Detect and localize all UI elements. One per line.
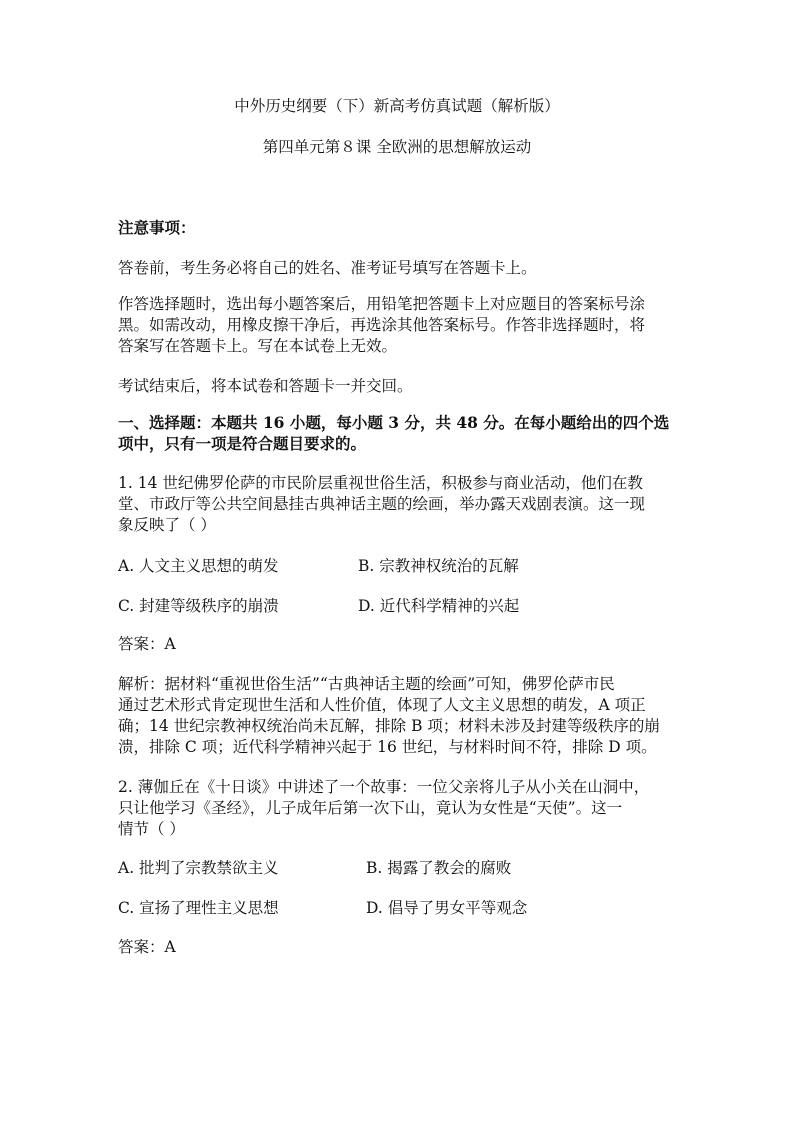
question-2-stem-line-3: 情节（ ） (118, 820, 185, 838)
question-1-stem-line-3: 象反映了（ ） (118, 516, 216, 534)
notice-item-3: 考试结束后，将本试卷和答题卡一并交回。 (118, 377, 413, 395)
question-1-analysis-line-4: 溃，排除 C 项；近代科学精神兴起于 16 世纪，与材料时间不符，排除 D 项。 (118, 738, 657, 756)
notice-item-2-line-1: 作答选择题时，选出每小题答案后，用铅笔把答题卡上对应题目的答案标号涂 (118, 295, 646, 313)
question-1-stem-line-1: 1. 14 世纪佛罗伦萨的市民阶层重视世俗生活，积极参与商业活动，他们在教 (118, 474, 643, 492)
question-1-answer: 答案：A (118, 635, 176, 653)
question-2-option-a: A. 批判了宗教禁欲主义 (118, 859, 279, 877)
document-title: 中外历史纲要（下）新高考仿真试题（解析版） (234, 97, 560, 115)
question-1-option-b: B. 宗教神权统治的瓦解 (358, 557, 519, 575)
question-2-option-d: D. 倡导了男女平等观念 (366, 899, 528, 917)
question-1-analysis-line-1: 解析：据材料“重视世俗生活”“古典神话主题的绘画”可知，佛罗伦萨市民 (118, 675, 615, 693)
question-1-analysis-line-2: 通过艺术形式肯定现世生活和人性价值，体现了人文主义思想的萌发，A 项正 (118, 696, 646, 714)
question-2-answer: 答案：A (118, 938, 176, 956)
section-heading-line-2: 项中，只有一项是符合题目要求的。 (118, 434, 367, 453)
question-1-stem-line-2: 堂、市政厅等公共空间悬挂古典神话主题的绘画，举办露天戏剧表演。这一现 (118, 495, 646, 513)
question-1-analysis-line-3: 确；14 世纪宗教神权统治尚未瓦解，排除 B 项；材料未涉及封建等级秩序的崩 (118, 717, 660, 735)
notice-item-2-line-3: 答案写在答题卡上。写在本试卷上无效。 (118, 337, 398, 355)
section-heading-line-1: 一、选择题：本题共 16 小题，每小题 3 分，共 48 分。在每小题给出的四个选 (118, 413, 670, 432)
question-2-stem-line-2: 只让他学习《圣经》，儿子成年后第一次下山，竟认为女性是“天使”。这一 (118, 799, 623, 817)
question-1-option-a: A. 人文主义思想的萌发 (118, 557, 279, 575)
question-2-stem-line-1: 2. 薄伽丘在《十日谈》中讲述了一个故事：一位父亲将儿子从小关在山洞中， (118, 778, 650, 796)
notice-heading: 注意事项： (118, 218, 196, 237)
notice-item-1: 答卷前，考生务必将自己的姓名、准考证号填写在答题卡上。 (118, 259, 537, 277)
question-2-option-b: B. 揭露了教会的腐败 (366, 859, 512, 877)
question-1-option-d: D. 近代科学精神的兴起 (358, 597, 520, 615)
question-1-option-c: C. 封建等级秩序的崩溃 (118, 597, 279, 615)
question-2-option-c: C. 宣扬了理性主义思想 (118, 899, 279, 917)
document-subtitle: 第四单元第８课 全欧洲的思想解放运动 (262, 138, 532, 156)
notice-item-2-line-2: 黑。如需改动，用橡皮擦干净后，再选涂其他答案标号。作答非选择题时，将 (118, 316, 646, 334)
